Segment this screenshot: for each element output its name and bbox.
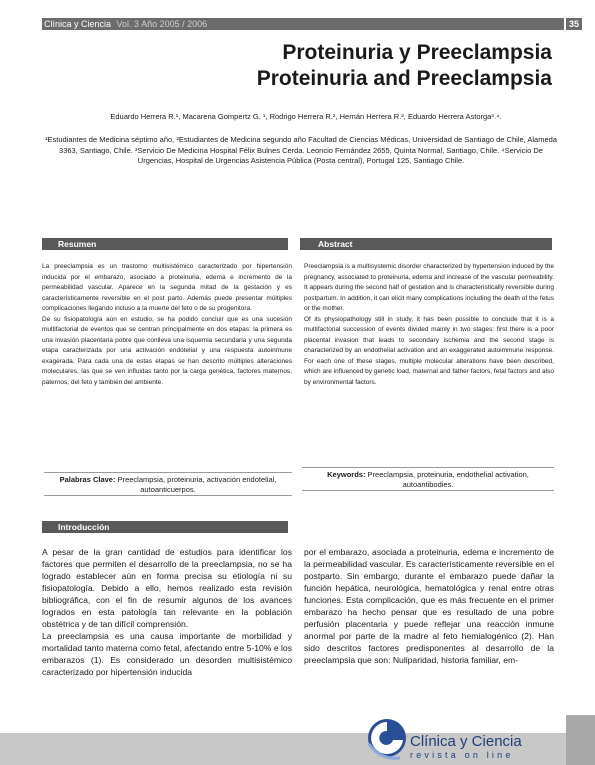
palabras-clave-text: Preeclampsia, proteinuria, activación endotelial, autoanticuerpos. — [117, 475, 277, 494]
resumen-paragraph-2: De su fisiopatología aún en estudio, se ha podido concluir que es una sucesión multifactorial de eventos que se centran principalmente en dos etapas: la primera es una invasión placentaria pobre que conlleva una isquemia secundaria y una segunda etapa caracterizada por una activación endotelial y una respuesta autoinmune exagerada. Para cada una de estas etapas se han descrito múltiples alteraciones moleculares, las que se ven influidas tanto por la carga genética, factores maternos, paternos, del feto y también del ambiente. — [42, 315, 292, 386]
keywords-text: Preeclampsia, proteinuria, endothelial activation, autoantibodies. — [367, 470, 529, 489]
intro-right-column — [304, 546, 554, 666]
logo-name: Clínica y Ciencia — [410, 733, 522, 750]
running-header — [42, 18, 582, 30]
abstract-paragraph-2: Of its physiopathology still in study, it has been possible to conclude that it is a multifactorial succession of events divided mainly in two stages: first there is a poor placental invasion that leads to secondary ischemia and the second stage is characterized by an endothelial activation and an exaggerated autoimmune response. For each one of these stages, multiple molecular alterations have been described, which are influenced by genetic load, maternal and father factors, fetal factors and also by environmental factors. — [304, 315, 554, 386]
logo-wordmark — [410, 734, 522, 761]
page-number: 35 — [566, 18, 582, 30]
resumen-heading: Resumen — [42, 238, 288, 250]
logo-subtitle: revista on line — [410, 750, 514, 760]
keywords-label: Keywords: — [327, 470, 366, 479]
palabras-clave-label: Palabras Clave: — [59, 475, 116, 484]
palabras-clave-box — [44, 472, 292, 496]
introduccion-heading: Introducción — [42, 521, 288, 533]
affiliations: ¹Estudiantes de Medicina séptimo año, ²Estudiantes de Medicina segundo año Facultad de Ciencias Médicas, Universidad de Santiago de Chile, Alameda 3363, Santiago, Chile. ³Servicio De Medicina Hospital Félix Bulnes Cerda. Leoncio Fernández 2655, Quinta Normal, Santiago, Chile. ⁴Servicio De Urgencias, Hospital de Urgencias Asistencia Pública (Posta central), Portugal 125, Santiago Chile. — [45, 135, 557, 165]
intro-paragraph-3: por el embarazo, asociada a proteinuria, edema e incremento de la permeabilidad vascular. Es característicamente reversible en el postparto. Sin embargo, durante el embarazo puede dañar la función hepática, neurológica, hematológica y renal entre otras funciones. Esta complicación, que es más frecuente en el primer embarazo ha hecho pensar que es resultado de una pobre perfusión placentaria y puede reflejar una reacción inmune anormal por parte de la madre al feto hemialogénico (2). Han sido descritos factores predisponentes al desarrollo de la preeclampsia que son: Nuliparidad, historia familiar, em- — [304, 547, 554, 665]
journal-name: Clínica y Ciencia — [44, 19, 112, 29]
journal-volume: Vol. 3 Año 2005 / 2006 — [116, 19, 208, 29]
author-list: Eduardo Herrera R.¹, Macarena Gompertz G. ¹, Rodrigo Herrera R.², Hernán Herrera R.², Eduardo Herrera Astorga³˒⁴. — [110, 112, 502, 121]
title-spanish: Proteinuria y Preeclampsia — [282, 41, 552, 64]
keywords-box — [302, 467, 554, 491]
article-title — [257, 40, 552, 92]
abstract-body — [304, 262, 554, 388]
abstract-paragraph-1: Preeclampsia is a multisystemic disorder characterized by hypertension induced by the pregnancy, associated to proteinuria, edema and increase of the vascular permeability. It appears during the second half of gestation and is characteristically reversible during postpartum. In addition, it can elicit many complications including the death of the fetus or the mother. — [304, 263, 555, 312]
intro-paragraph-1: A pesar de la gran cantidad de estudios para identificar los factores que permiten el desarrollo de la preeclampsia, no se ha logrado establecer aún en forma precisa su etiología ni su fisiopatología. Debido a ello, hemos realizado esta revisión bibliográfica, con el fin de resumir algunos de los avances logrados en esta patología tan relevante en la población obstétrica y de tan difícil comprensión. — [42, 547, 292, 629]
intro-paragraph-2: La preeclampsia es una causa importante de morbilidad y mortalidad tanto materna como fetal, afectando entre 5-10% e los embarazos (1). Es considerado un desorden multisistémico caracterizado por hipertensión inducida — [42, 631, 292, 677]
header-journal-strip — [42, 18, 564, 30]
intro-left-column — [42, 546, 292, 678]
abstract-heading: Abstract — [300, 238, 552, 250]
resumen-body — [42, 262, 292, 388]
footer-side-strip — [566, 715, 595, 765]
resumen-paragraph-1: La preeclampsia es un trastorno multisistémico caracterizado por hipertensión inducida por el embarazo, asociado a proteinuria, edema e incremento de la permeabilidad vascular. Aparece en la segunda mitad de la gestación y es característicamente reversible en el post parto. Además puede presentar múltiples complicaciones llegando incluso a la muerte del feto o de su progenitora. — [42, 263, 292, 312]
title-english: Proteinuria and Preeclampsia — [256, 67, 552, 90]
